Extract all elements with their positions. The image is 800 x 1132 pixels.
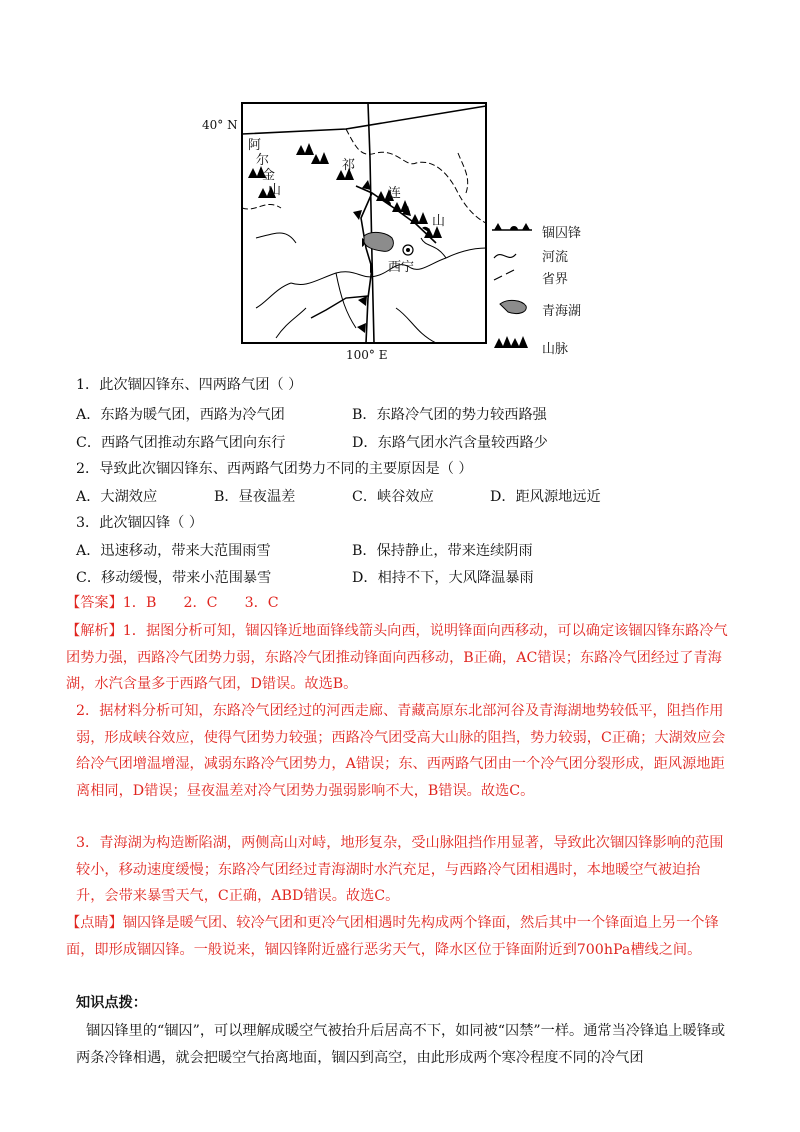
q1-option-a: A．东路为暖气团，西路为冷气团 bbox=[76, 407, 285, 423]
place-label: 山 bbox=[268, 183, 282, 198]
q3-option-b: B．保持静止，带来连续阴雨 bbox=[352, 543, 533, 559]
place-label-xining: 西宁 bbox=[388, 260, 415, 275]
place-label: 山 bbox=[432, 214, 446, 229]
comment-tag: 【点睛】 bbox=[66, 915, 123, 931]
q2-option-b: B．昼夜温差 bbox=[214, 489, 296, 505]
analysis-tag: 【解析】 bbox=[66, 623, 123, 639]
q2-option-c: C．峡谷效应 bbox=[352, 489, 434, 505]
answer-text: 1．B 2．C 3．C bbox=[122, 595, 279, 611]
q1-option-d: D．东路气团水汽含量较西路少 bbox=[352, 435, 548, 451]
legend-lake-label: 青海湖 bbox=[542, 304, 582, 319]
analysis-para-3: 3．青海湖为构造断陷湖，两侧高山对峙，地形复杂，受山脉阻挡作用显著，导致此次锢囚锋影响的范围较小，移动速度缓慢；东路冷气团经过青海湖时水汽充足，与西路冷气团相遇时，本地暖空气被迫抬升，会带来暴雪天气，C正确，ABD错误。故选C。 bbox=[76, 835, 724, 904]
q2-option-a: A．大湖效应 bbox=[76, 489, 158, 505]
q3-option-d: D．相持不下，大风降温暴雨 bbox=[352, 570, 534, 586]
question-3-stem: 3．此次锢囚锋（ ） bbox=[76, 515, 204, 531]
answer-tag: 【答案】 bbox=[66, 595, 123, 611]
lat-label: 40° N bbox=[202, 118, 238, 132]
q3-option-a: A．迅速移动，带来大范围雨雪 bbox=[76, 543, 271, 559]
knowledge-text: 锢囚锋里的“锢囚”，可以理解成暖空气被抬升后居高不下，如同被“囚禁”一样。通常当冷锋追上暖锋或两条冷锋相遇，就会把暖空气抬离地面，锢囚到高空，由此形成两个寒冷程度不同的冷气团 bbox=[76, 1023, 726, 1066]
legend-icons bbox=[492, 223, 532, 348]
latitude-40n-line bbox=[242, 106, 486, 134]
q2-option-d: D．距风源地远近 bbox=[490, 489, 601, 505]
q1-option-b: B．东路冷气团的势力较西路强 bbox=[352, 407, 547, 423]
place-label: 金 bbox=[262, 168, 276, 183]
q1-option-c: C．西路气团推动东路气团向东行 bbox=[76, 435, 286, 451]
legend-occluded-front-label: 锢囚锋 bbox=[542, 226, 582, 241]
river-lines bbox=[256, 233, 486, 343]
place-label: 祁 bbox=[342, 158, 356, 173]
comment-text: 锢囚锋是暖气团、较冷气团和更冷气团相遇时先构成两个锋面，然后其中一个锋面追上另一个锋面，即形成锢囚锋。一般说来，锢囚锋附近盛行恶劣天气，降水区位于锋面附近到700hPa槽线之间。 bbox=[66, 915, 719, 958]
q3-option-c: C．移动缓慢，带来小范围暴雪 bbox=[76, 570, 272, 586]
place-label: 连 bbox=[388, 186, 402, 201]
meridian-100e-line bbox=[368, 103, 374, 343]
question-2-stem: 2．导致此次锢囚锋东、西两路气团势力不同的主要原因是（ ） bbox=[76, 461, 473, 477]
xining-marker-inner bbox=[406, 248, 410, 252]
knowledge-title: 知识点拨： bbox=[76, 995, 147, 1011]
legend-river-label: 河流 bbox=[542, 250, 569, 265]
answer-line bbox=[66, 592, 279, 614]
comment-para bbox=[66, 910, 728, 963]
cold-front-sw bbox=[311, 296, 368, 318]
analysis-text-1: 1．据图分析可知，锢囚锋近地面锋线箭头向西，说明锋面向西移动，可以确定该锢囚锋东路冷气团势力强，西路冷气团势力弱，东路冷气团推动锋面向西移动，B正确，AC错误；东路冷气团经过了青海湖，水汽含量多于西路气团，D错误。故选B。 bbox=[66, 623, 728, 692]
place-label: 尔 bbox=[256, 153, 270, 168]
map-figure bbox=[196, 98, 616, 368]
place-label: 阿 bbox=[248, 138, 262, 153]
qinghai-lake-shape bbox=[364, 232, 393, 251]
question-1-stem: 1．此次锢囚锋东、四两路气团（ ） bbox=[76, 377, 303, 393]
lon-label: 100° E bbox=[346, 348, 388, 362]
legend-mountain-label: 山脉 bbox=[542, 342, 569, 357]
analysis-para-1 bbox=[66, 618, 728, 698]
map-frame bbox=[242, 103, 486, 343]
legend-province-border-label: 省界 bbox=[542, 272, 569, 287]
province-border-lines bbox=[242, 129, 486, 223]
analysis-para-2: 2．据材料分析可知，东路冷气团经过的河西走廊、青藏高原东北部河谷及青海湖地势较低平，阻挡作用弱，形成峡谷效应，使得气团势力较强；西路冷气团受高大山脉的阻挡，势力较弱，C正确；大湖效应会给冷气团增温增湿，减弱东路冷气团势力，A错误；东、西两路气团由一个冷气团分裂形成，距风源地距离相同，D错误；昼夜温差对冷气团势力强弱影响不大，B错误。故选C。 bbox=[76, 703, 726, 799]
